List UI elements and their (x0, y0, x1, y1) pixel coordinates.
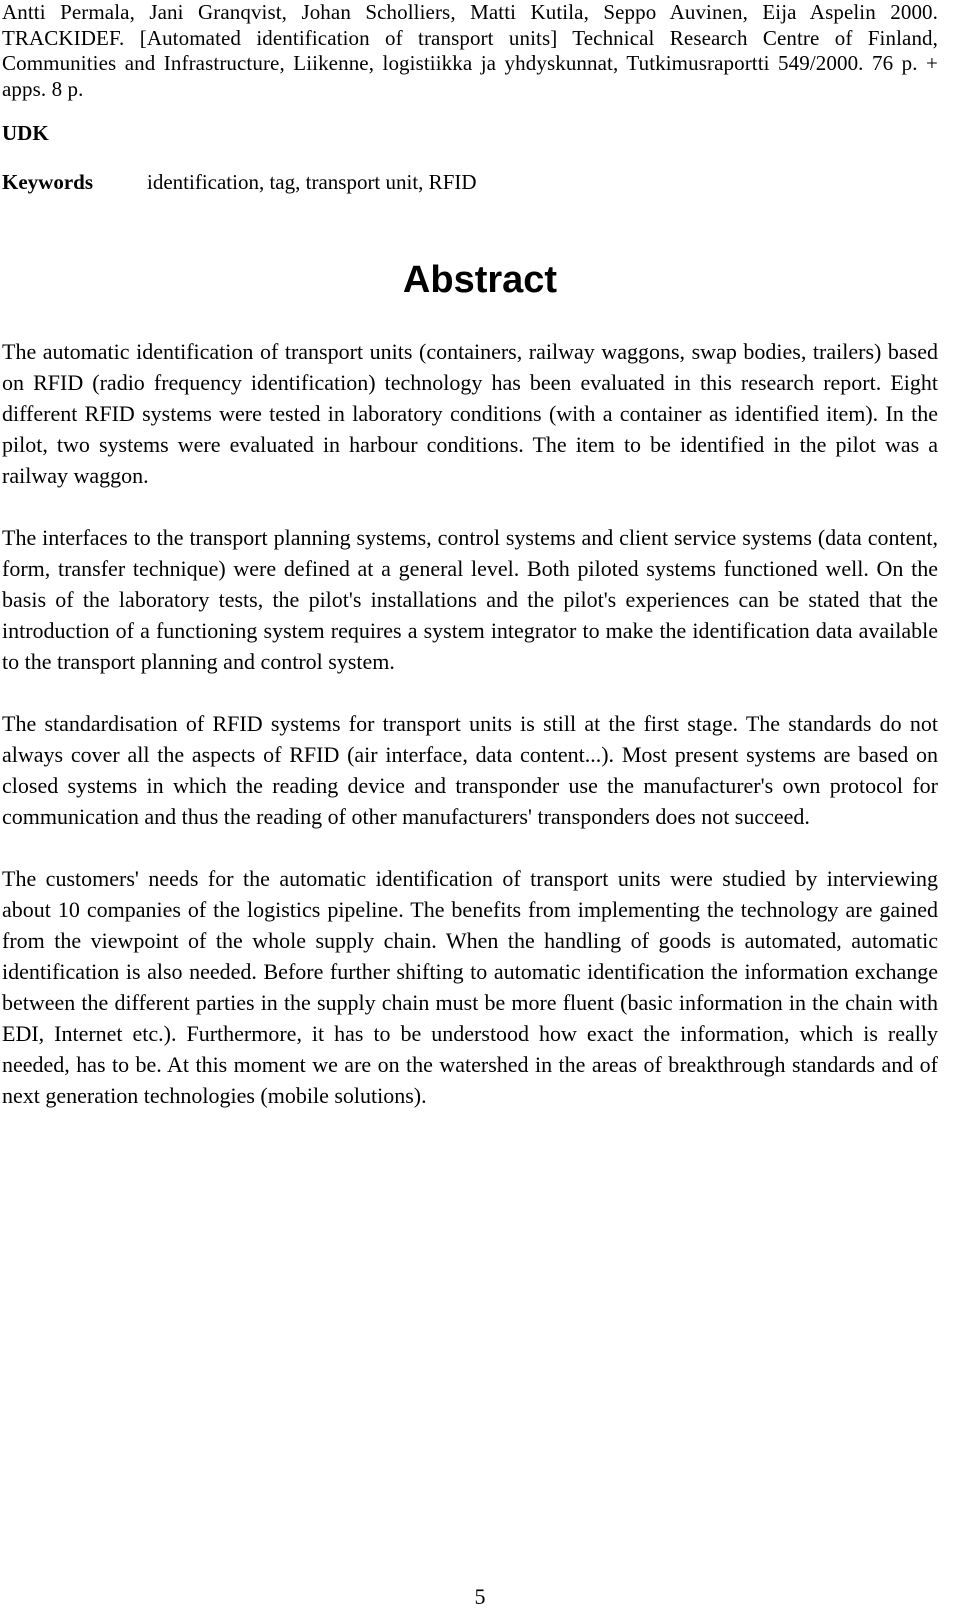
abstract-paragraph: The standardisation of RFID systems for transport units is still at the first stage. The standards do not always cover all the aspects of RFID (air interface, data content...). Most present systems are based on closed systems in which the reading device and transponder use the manufacturer's own protocol for communication and thus the reading of other manufacturers' transponders does not succeed. (2, 711, 938, 829)
abstract-heading: Abstract (402, 259, 558, 301)
abstract-paragraph: The customers' needs for the automatic identification of transport units were studied by interviewing about 10 companies of the logistics pipeline. The benefits from implementing the technology are gained from the viewpoint of the whole supply chain. When the handling of goods is automated, automatic identification is also needed. Before further shifting to automatic identification the information exchange between the different parties in the supply chain must be more fluent (basic information in the chain with EDI, Internet etc.). Furthermore, it has to be understood how exact the information, which is really needed, has to be. At this moment we are on the watershed in the areas of breakthrough standards and of next generation technologies (mobile solutions). (2, 866, 938, 1108)
citation-text: Antti Permala, Jani Granqvist, Johan Scholliers, Matti Kutila, Seppo Auvinen, Eija Aspelin 2000. TRACKIDEF. [Automated identification of transport units] Technical Research Centre of Finland, Communities and Infrastructure, Liikenne, logistiikka ja yhdyskunnat, Tutkimusraportti 549/2000. 76 p. + apps. 8 p. (2, 0, 938, 101)
keywords-value: identification, tag, transport unit, RFID (147, 170, 477, 194)
abstract-paragraph: The automatic identification of transport units (containers, railway waggons, swap bodies, trailers) based on RFID (radio frequency identification) technology has been evaluated in this research report. Eight different RFID systems were tested in laboratory conditions (with a container as identified item). In the pilot, two systems were evaluated in harbour conditions. The item to be identified in the pilot was a railway waggon. (2, 339, 938, 488)
abstract-paragraph: The interfaces to the transport planning systems, control systems and client service systems (data content, form, transfer technique) were defined at a general level. Both piloted systems functioned well. On the basis of the laboratory tests, the pilot's installations and the pilot's experiences can be stated that the introduction of a functioning system requires a system integrator to make the identification data available to the transport planning and control system. (2, 525, 938, 674)
keywords-label: Keywords (2, 170, 93, 194)
udk-label: UDK (2, 121, 49, 145)
bibliographic-citation (2, 0, 938, 102)
abstract-body (2, 336, 938, 1142)
page-number: 5 (474, 1584, 486, 1609)
